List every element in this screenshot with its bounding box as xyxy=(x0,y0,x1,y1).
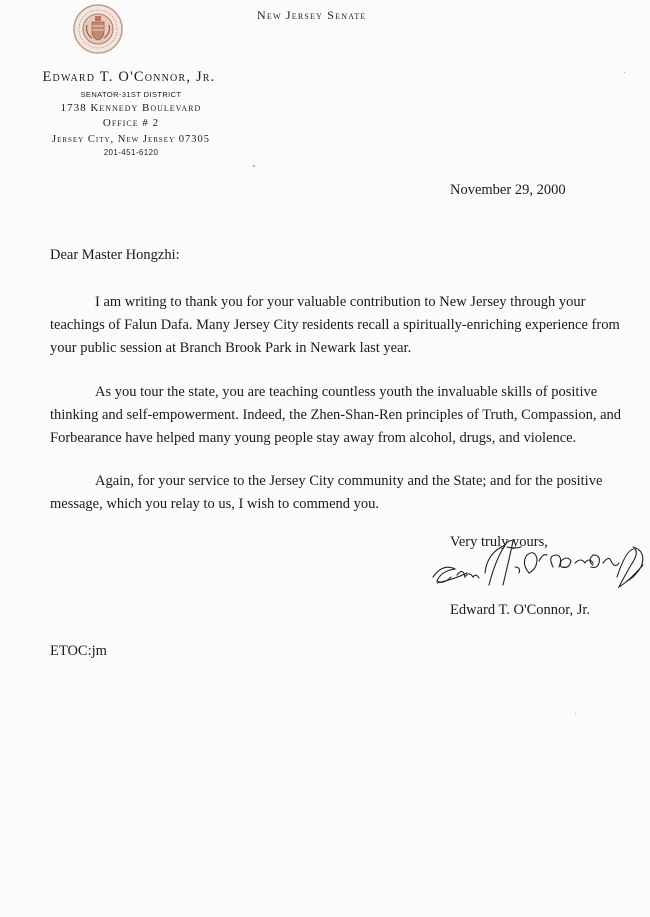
sender-office: Office # 2 xyxy=(102,117,160,130)
handwritten-signature xyxy=(425,537,650,607)
signer-name: Edward T. O'Connor, Jr. xyxy=(450,602,591,618)
sender-district: SENATOR-31ST DISTRICT xyxy=(80,90,182,100)
scan-speck xyxy=(575,713,576,714)
body-paragraph-1: I am writing to thank you for your valuable contribution to New Jersey through your teachings of Falun Dafa. Many Jersey City residents recall a spiritually-enriching experience from your public session at Branch Brook Park in Newark last year. xyxy=(50,294,620,356)
scan-speck xyxy=(253,165,255,167)
reference-initials: ETOC:jm xyxy=(50,643,107,659)
closing: Very truly yours, xyxy=(450,534,548,550)
letter-date: November 29, 2000 xyxy=(450,182,566,198)
organization-title: New Jersey Senate xyxy=(257,8,367,22)
body-paragraph-2: As you tour the state, you are teaching countless youth the invaluable skills of positive thinking and self-empowerment. Indeed, the Zhen-Shan-Ren principles of Truth, Compassion, and Forbearance have helped many young people stay away from alcohol, drugs, and violence. xyxy=(50,384,622,446)
state-seal-icon xyxy=(72,3,124,55)
salutation: Dear Master Hongzhi: xyxy=(50,247,180,263)
sender-phone: 201-451-6120 xyxy=(103,148,159,158)
sender-street: 1738 Kennedy Boulevard xyxy=(60,101,202,114)
sender-block xyxy=(0,68,262,158)
sender-name: Edward T. O'Connor, Jr. xyxy=(42,69,216,85)
body-paragraph-3: Again, for your service to the Jersey City community and the State; and for the positive message, which you relay to us, I wish to commend you. xyxy=(50,473,603,512)
sender-city: Jersey City, New Jersey 07305 xyxy=(51,134,211,145)
scan-speck xyxy=(624,72,625,73)
